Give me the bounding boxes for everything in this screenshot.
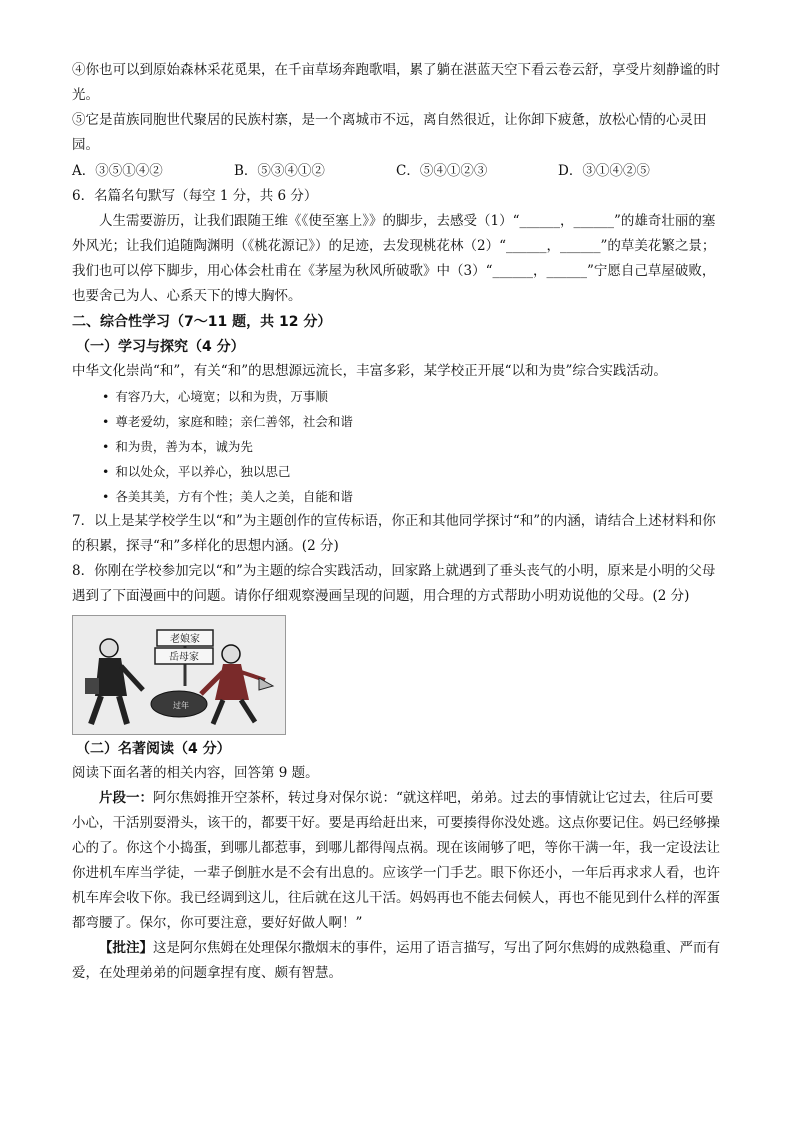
- list-item: • 尊老爱幼，家庭和睦；亲仁善邻，社会和谐: [102, 409, 722, 434]
- excerpt-1-body: 阿尔焦姆推开空茶杯，转过身对保尔说：“就这样吧，弟弟。过去的事情就让它过去，往后可要小心，干活别耍滑头，该干的，都要干好。要是再给赶出来，可要揍得你没处逃。这点你要记住。妈已经够操心的了。你这个小捣蛋，到哪儿都惹事，到哪儿都得闯点祸。现在该闹够了吧，等你干满一年，我一定设法让你进机车库当学徒，一辈子倒脏水是不会有出息的。应该学一门手艺。眼下你还小，一年后再求求人看，也许机车库会收下你。我已经调到这儿，往后就在这儿干活。妈妈再也不能去伺候人，再也不能见到什么样的浑蛋都弯腰了。保尔，你可要注意，要好好做人啊！”: [72, 790, 720, 931]
- q6-title: 6．名篇名句默写（每空 1 分，共 6 分）: [72, 188, 318, 204]
- section2-sub1: （一）学习与探究（4 分）: [76, 339, 245, 355]
- excerpt-1-label: 片段一：: [99, 790, 153, 806]
- section2-sub2: （二）名著阅读（4 分）: [76, 741, 231, 757]
- q7-text: 7．以上是某学校学生以“和”为主题创作的宣传标语，你正和其他同学探讨“和”的内涵，请结合上述材料和你的积累，探寻“和”多样化的思想内涵。(2 分): [72, 513, 716, 554]
- sign-bottom-text: 岳母家: [169, 652, 199, 663]
- q6-body: 人生需要游历，让我们跟随王维《《使至塞上》》的脚步，去感受（1）“______，______”的雄奇壮丽的塞外风光；让我们追随陶渊明（《桃花源记》）的足迹，去发现桃花林（2）“______，______”的草美花繁之景；我们也可以停下脚步，用心体会杜甫在《茅屋为秋风所破歌》中（3）“______，______”宁愿自己草屋破败，也要舍己为人、心系天下的博大胸怀。: [72, 213, 716, 304]
- list-item: • 和为贵，善为本，诚为先: [102, 434, 722, 459]
- choice-row: [72, 158, 722, 184]
- excerpt-1: [72, 786, 722, 936]
- slogan-list: [72, 384, 722, 509]
- sign-top-text: 老娘家: [170, 634, 200, 645]
- list-item: • 有容乃大，心境宽；以和为贵，万事顺: [102, 384, 722, 409]
- section2-title: 二、综合性学习（7～11 题，共 12 分）: [72, 314, 332, 330]
- comic-illustration-icon: [73, 616, 285, 734]
- comic-image: [72, 615, 286, 735]
- choice-b[interactable]: B．⑤③④①②: [234, 163, 325, 179]
- list-item: • 和以处众，平以养心，独以思己: [102, 459, 722, 484]
- q8-text: 8．你刚在学校参加完以“和”为主题的综合实践活动，回家路上就遇到了垂头丧气的小明，原来是小明的父母遇到了下面漫画中的问题。请你仔细观察漫画呈现的问题，用合理的方式帮助小明劝说他的父母。(2 分): [72, 563, 716, 604]
- page: [72, 58, 722, 986]
- choice-a[interactable]: A．③⑤①④②: [72, 163, 163, 179]
- bag-text: 过年: [173, 701, 189, 710]
- annotation-label: 【批注】: [99, 940, 153, 956]
- reading-intro: 阅读下面名著的相关内容，回答第 9 题。: [72, 765, 319, 781]
- list-item: • 各美其美，方有个性；美人之美，自能和谐: [102, 484, 722, 509]
- annotation: [72, 936, 722, 986]
- option-5-text: ⑤它是苗族同胞世代聚居的民族村寨，是一个离城市不远，离自然很近，让你卸下疲惫，放松心情的心灵田园。: [72, 112, 707, 153]
- option-4-text: ④你也可以到原始森林采花觅果，在千亩草场奔跑歌唱，累了躺在湛蓝天空下看云卷云舒，享受片刻静谧的时光。: [72, 62, 720, 103]
- choice-d[interactable]: D．③①④②⑤: [558, 163, 650, 179]
- section2-intro: 中华文化崇尚“和”，有关“和”的思想源远流长，丰富多彩，某学校正开展“以和为贵”综合实践活动。: [72, 363, 667, 379]
- choice-c[interactable]: C．⑤④①②③: [396, 163, 488, 179]
- annotation-body: 这是阿尔焦姆在处理保尔撒烟末的事件，运用了语言描写，写出了阿尔焦姆的成熟稳重、严而有爱，在处理弟弟的问题拿捏有度、颇有智慧。: [72, 940, 720, 981]
